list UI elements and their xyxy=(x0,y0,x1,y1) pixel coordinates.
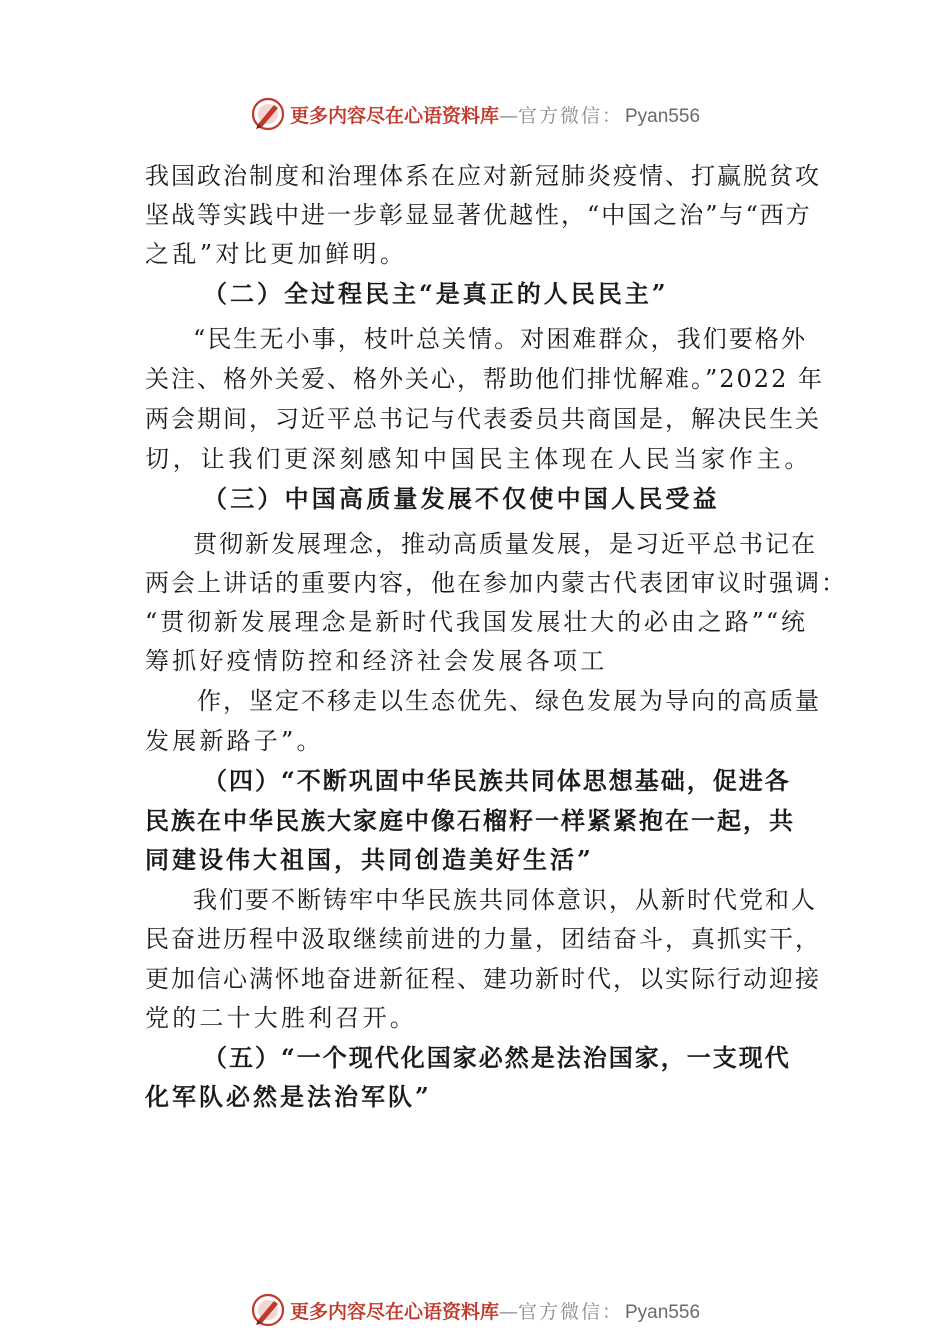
pen-logo-icon xyxy=(250,1292,286,1328)
body-line: 之乱”对比更加鲜明。 xyxy=(145,240,408,268)
body-line: 我们要不断铸牢中华民族共同体意识，从新时代党和人 xyxy=(193,886,817,914)
body-line: 贯彻新发展理念，推动高质量发展，是习近平总书记在 xyxy=(193,530,817,558)
footer-banner-wechat-id: Pyan556 xyxy=(625,1301,701,1323)
body-line: 两会期间，习近平总书记与代表委员共商国是，解决民生关 xyxy=(145,405,821,433)
body-line: 我国政治制度和治理体系在应对新冠肺炎疫情、打赢脱贫攻 xyxy=(145,162,821,190)
header-banner-wechat-id: Pyan556 xyxy=(625,105,701,127)
section-heading-5-cont: 化军队必然是法治军队” xyxy=(145,1082,432,1111)
body-line: 民奋进历程中汲取继续前进的力量，团结奋斗，真抓实干， xyxy=(145,925,821,953)
header-banner xyxy=(0,94,950,134)
header-banner-title: 更多内容尽在心语资料库 xyxy=(289,104,499,127)
section-heading-4: （四）“不断巩固中华民族共同体思想基础，促进各 xyxy=(203,766,791,795)
body-line: 作，坚定不移走以生态优先、绿色发展为导向的高质量 xyxy=(197,687,821,715)
body-line: 切，让我们更深刻感知中国民主体现在人民当家作主。 xyxy=(145,445,813,473)
body-line: 发展新路子”。 xyxy=(145,727,324,755)
body-line: “贯彻新发展理念是新时代我国发展壮大的必由之路”“统 xyxy=(145,608,807,636)
header-banner-dash: — xyxy=(498,104,518,127)
footer-banner xyxy=(0,1290,950,1330)
body-line: 两会上讲话的重要内容，他在参加内蒙古代表团审议时强调： xyxy=(145,569,847,597)
footer-banner-wechat-label: 官方微信： xyxy=(517,1300,623,1323)
header-banner-text xyxy=(290,101,700,128)
footer-banner-text xyxy=(290,1297,700,1324)
section-heading-5: （五）“一个现代化国家必然是法治国家，一支现代 xyxy=(203,1043,791,1072)
body-line: “民生无小事，枝叶总关情。对困难群众，我们要格外 xyxy=(193,325,807,353)
section-heading-2: （二）全过程民主“是真正的人民民主” xyxy=(203,279,669,308)
header-banner-wechat-label: 官方微信： xyxy=(517,104,623,127)
body-line: 关注、格外关爱、格外关心，帮助他们排忧解难。”2022 年 xyxy=(145,365,824,393)
footer-banner-dash: — xyxy=(498,1300,518,1323)
footer-banner-title: 更多内容尽在心语资料库 xyxy=(289,1300,499,1323)
body-line: 筹抓好疫情防控和经济社会发展各项工 xyxy=(145,647,608,675)
body-line: 坚战等实践中进一步彰显显著优越性，“中国之治”与“西方 xyxy=(145,201,812,229)
section-heading-4-cont: 同建设伟大祖国，共同创造美好生活” xyxy=(145,845,594,874)
section-heading-4-cont: 民族在中华民族大家庭中像石榴籽一样紧紧抱在一起，共 xyxy=(145,806,795,835)
pen-logo-icon xyxy=(250,96,286,132)
body-line: 党的二十大胜利召开。 xyxy=(145,1004,417,1032)
body-line: 更加信心满怀地奋进新征程、建功新时代，以实际行动迎接 xyxy=(145,965,821,993)
section-heading-3: （三）中国高质量发展不仅使中国人民受益 xyxy=(203,484,720,513)
